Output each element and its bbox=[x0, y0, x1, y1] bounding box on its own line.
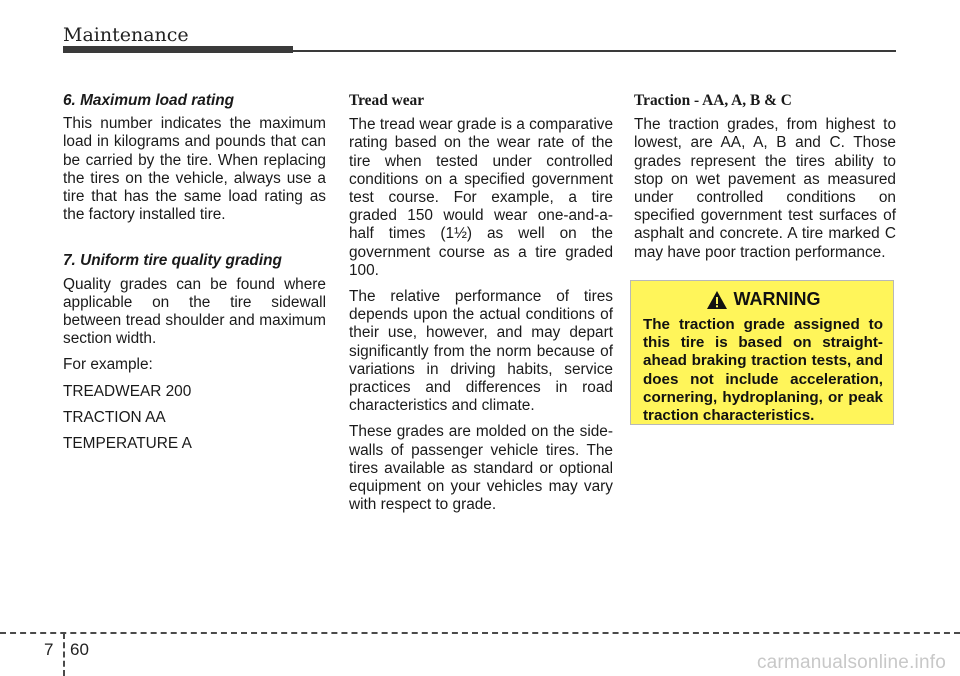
example-intro: For example: bbox=[63, 356, 153, 374]
paragraph-tread-wear-1: The tread wear grade is a comparative rating based on the wear rate of the tire when tested under controlled conditions on a specified government test course. For example, a tire graded 150 would wear one-and-a-half times (1½) as well on the government course as a tire graded 100. bbox=[349, 116, 613, 279]
heading-uniform-grading: 7. Uniform tire quality grading bbox=[63, 252, 282, 270]
column-2 bbox=[349, 92, 613, 522]
section-number: 7 bbox=[44, 640, 54, 659]
paragraph-tread-wear-3: These grades are molded on the side-walls of passenger vehicle tires. The tires available as standard or optional equipment on your vehicles may vary with respect to grade. bbox=[349, 423, 613, 514]
section-header: Maintenance bbox=[63, 24, 189, 46]
heading-max-load: 6. Maximum load rating bbox=[63, 92, 235, 109]
paragraph-tread-wear-2: The relative performance of tires depends upon the actual conditions of their use, however, and may depart significantly from the norm because of variations in driving habits, service practices and differences in road characteristics and climate. bbox=[349, 288, 613, 415]
header-rule-thick bbox=[63, 46, 293, 53]
column-1 bbox=[63, 92, 326, 461]
warning-triangle-icon bbox=[706, 290, 728, 310]
footer-divider bbox=[63, 633, 65, 676]
column-3 bbox=[634, 92, 896, 270]
warning-title: WARNING bbox=[733, 289, 821, 309]
footer-rule bbox=[0, 632, 960, 634]
watermark: carmanualsonline.info bbox=[756, 652, 946, 673]
heading-tread-wear: Tread wear bbox=[349, 92, 425, 109]
warning-header bbox=[643, 289, 883, 310]
example-temperature: TEMPERATURE A bbox=[63, 435, 192, 453]
paragraph-traction: The traction grades, from highest to lowest, are AA, A, B and C. Those grades represent the tires ability to stop on wet pavement as measured under controlled conditions on specified government test surfaces of asphalt and concrete. A tire marked C may have poor traction performance. bbox=[634, 116, 896, 261]
paragraph-max-load: This number indicates the maximum load in kilograms and pounds that can be carried by the tire. When replacing the tires on the vehicle, always use a tire that has the same load rating as the factory installed tire. bbox=[63, 115, 326, 224]
warning-text: The traction grade assigned to this tire is based on straight-ahead braking traction tests, and does not include acceleration, cornering, hydroplaning, or peak traction characteristics. bbox=[643, 316, 883, 425]
warning-box bbox=[630, 280, 894, 425]
paragraph-uniform-grading: Quality grades can be found where applicable on the tire sidewall between tread shoulder and maximum section width. bbox=[63, 275, 326, 348]
header-rule-thin bbox=[293, 50, 896, 52]
example-treadwear: TREADWEAR 200 bbox=[63, 382, 192, 400]
page-number: 60 bbox=[70, 640, 89, 659]
example-traction: TRACTION AA bbox=[63, 408, 166, 426]
heading-traction: Traction - AA, A, B & C bbox=[634, 92, 792, 109]
